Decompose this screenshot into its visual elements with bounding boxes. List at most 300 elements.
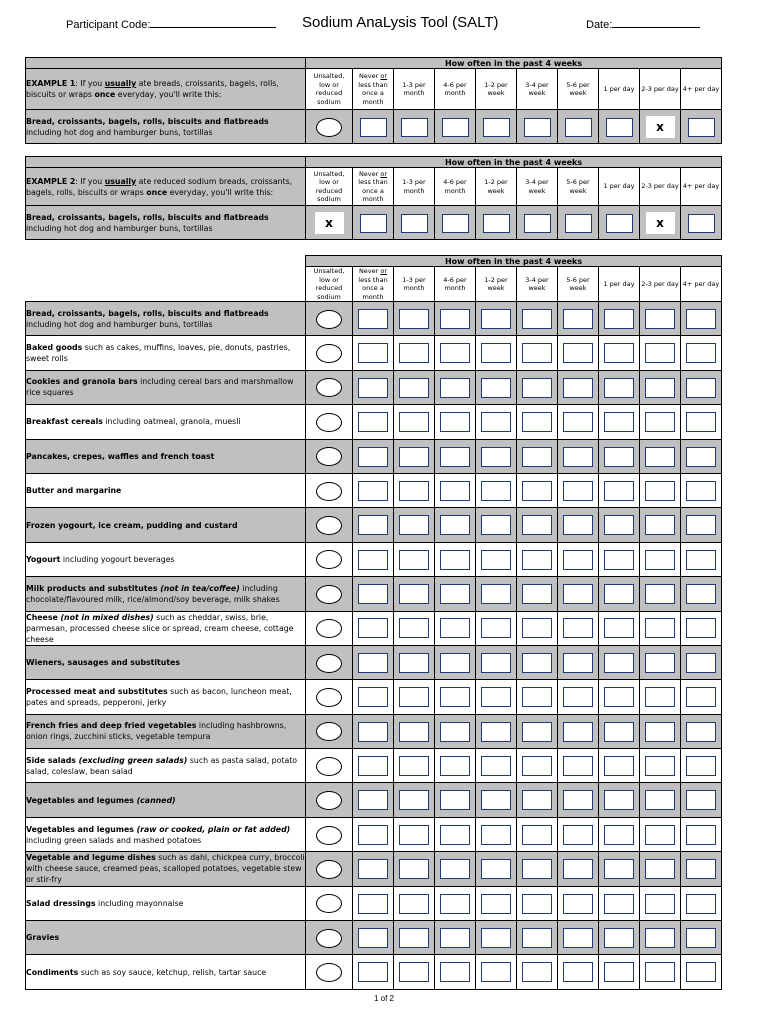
frequency-checkbox[interactable] (440, 687, 470, 707)
example-1-text-after: everyday, you'll write this: (115, 90, 222, 99)
frequency-checkbox[interactable] (522, 653, 552, 673)
frequency-checkbox[interactable] (686, 584, 716, 604)
food-row (26, 921, 722, 955)
unsalted-cell (306, 817, 353, 851)
frequency-checkbox[interactable] (604, 550, 634, 570)
frequency-checkbox[interactable] (522, 687, 552, 707)
frequency-checkbox[interactable] (563, 962, 593, 982)
frequency-cell (435, 921, 476, 955)
frequency-checkbox[interactable] (604, 515, 634, 535)
frequency-checkbox[interactable] (399, 756, 429, 776)
frequency-checkbox[interactable] (563, 756, 593, 776)
frequency-checkbox[interactable] (686, 481, 716, 501)
unsalted-oval[interactable] (316, 894, 342, 913)
frequency-checkbox[interactable] (358, 722, 388, 742)
frequency-checkbox[interactable] (481, 825, 511, 845)
frequency-checkbox[interactable] (481, 962, 511, 982)
frequency-checkbox[interactable] (604, 618, 634, 638)
frequency-checkbox[interactable] (358, 584, 388, 604)
frequency-checkbox[interactable] (686, 618, 716, 638)
frequency-checkbox[interactable] (440, 343, 470, 363)
frequency-checkbox[interactable] (481, 550, 511, 570)
frequency-checkbox[interactable] (686, 515, 716, 535)
frequency-checkbox[interactable] (358, 447, 388, 467)
frequency-cell (394, 405, 435, 439)
frequency-checkbox[interactable] (481, 309, 511, 329)
frequency-checkbox[interactable] (604, 481, 634, 501)
example-1-cell (558, 110, 599, 144)
frequency-checkbox[interactable] (686, 412, 716, 432)
frequency-cell (681, 886, 722, 920)
unsalted-oval[interactable] (316, 860, 342, 879)
frequency-cell (681, 783, 722, 817)
frequency-checkbox[interactable] (563, 653, 593, 673)
frequency-checkbox[interactable] (686, 790, 716, 810)
frequency-checkbox[interactable] (481, 481, 511, 501)
frequency-checkbox[interactable] (481, 378, 511, 398)
frequency-checkbox[interactable] (563, 412, 593, 432)
unsalted-oval[interactable] (316, 619, 342, 638)
frequency-checkbox[interactable] (604, 412, 634, 432)
frequency-checkbox[interactable] (440, 790, 470, 810)
frequency-cell (517, 473, 558, 507)
participant-code-line[interactable] (150, 17, 276, 28)
frequency-checkbox[interactable] (645, 756, 675, 776)
frequency-checkbox[interactable] (604, 894, 634, 914)
frequency-checkbox[interactable] (440, 894, 470, 914)
frequency-checkbox[interactable] (645, 618, 675, 638)
frequency-checkbox[interactable] (440, 756, 470, 776)
frequency-checkbox[interactable] (522, 550, 552, 570)
frequency-checkbox[interactable] (399, 653, 429, 673)
frequency-checkbox[interactable] (481, 412, 511, 432)
participant-code-label: Participant Code: (66, 19, 151, 31)
unsalted-oval[interactable] (316, 654, 342, 673)
frequency-checkbox[interactable] (645, 962, 675, 982)
frequency-checkbox[interactable] (481, 584, 511, 604)
frequency-cell (558, 955, 599, 989)
example-2-cell (558, 206, 599, 240)
food-row-qualifier-wrap (157, 584, 239, 593)
frequency-checkbox[interactable] (399, 687, 429, 707)
food-row-title: Side salads (26, 755, 76, 765)
frequency-cell (476, 336, 517, 370)
frequency-cell (476, 611, 517, 645)
frequency-checkbox[interactable] (604, 962, 634, 982)
frequency-checkbox[interactable] (440, 722, 470, 742)
frequency-checkbox[interactable] (522, 412, 552, 432)
frequency-checkbox[interactable] (358, 343, 388, 363)
frequency-checkbox[interactable] (358, 687, 388, 707)
food-row (26, 886, 722, 920)
frequency-checkbox[interactable] (440, 378, 470, 398)
frequency-checkbox[interactable] (563, 378, 593, 398)
example-mark: x (315, 212, 344, 234)
frequency-cell (476, 749, 517, 783)
frequency-checkbox[interactable] (645, 687, 675, 707)
col-header-unsalted-line: low or (319, 275, 339, 284)
unsalted-oval[interactable] (316, 310, 342, 329)
frequency-cell (394, 336, 435, 370)
col-header-never-or: or (380, 169, 388, 178)
unsalted-oval[interactable] (316, 791, 342, 810)
frequency-checkbox[interactable] (399, 618, 429, 638)
frequency-cell (517, 611, 558, 645)
frequency-checkbox[interactable] (522, 343, 552, 363)
frequency-checkbox[interactable] (522, 481, 552, 501)
frequency-checkbox[interactable] (481, 618, 511, 638)
col-header-unsalted-line: sodium (317, 97, 341, 106)
frequency-checkbox[interactable] (645, 859, 675, 879)
frequency-checkbox[interactable] (645, 481, 675, 501)
frequency-checkbox[interactable] (604, 722, 634, 742)
frequency-checkbox[interactable] (645, 722, 675, 742)
unsalted-oval[interactable] (316, 482, 342, 501)
frequency-checkbox[interactable] (563, 825, 593, 845)
frequency-checkbox[interactable] (440, 309, 470, 329)
unsalted-cell (306, 611, 353, 645)
frequency-checkbox[interactable] (440, 550, 470, 570)
unsalted-oval[interactable] (316, 688, 342, 707)
date-line[interactable] (612, 17, 700, 28)
frequency-cell (681, 542, 722, 576)
col-header-unsalted (306, 267, 353, 302)
unsalted-oval[interactable] (316, 826, 342, 845)
unsalted-oval[interactable] (316, 378, 342, 397)
frequency-checkbox[interactable] (645, 378, 675, 398)
food-row (26, 852, 722, 886)
frequency-checkbox[interactable] (399, 584, 429, 604)
col-header-unsalted-line: low or (319, 80, 339, 89)
frequency-cell (435, 405, 476, 439)
frequency-checkbox[interactable] (358, 825, 388, 845)
example-mark: x (646, 212, 675, 234)
food-row-qualifier: (raw or cooked, plain or fat added) (133, 824, 291, 834)
frequency-checkbox[interactable] (522, 515, 552, 535)
frequency-checkbox[interactable] (522, 722, 552, 742)
frequency-cell (476, 577, 517, 611)
food-row-label (26, 439, 306, 473)
frequency-checkbox[interactable] (604, 756, 634, 776)
frequency-checkbox[interactable] (481, 859, 511, 879)
frequency-checkbox[interactable] (604, 584, 634, 604)
frequency-checkbox[interactable] (481, 722, 511, 742)
frequency-cell (558, 473, 599, 507)
example-2-cell (599, 206, 640, 240)
frequency-checkbox[interactable] (563, 481, 593, 501)
frequency-cell (476, 542, 517, 576)
frequency-checkbox[interactable] (358, 309, 388, 329)
food-row-label (26, 921, 306, 955)
frequency-cell (640, 749, 681, 783)
frequency-checkbox[interactable] (522, 756, 552, 776)
frequency-checkbox[interactable] (481, 447, 511, 467)
example-2-once: once (146, 187, 168, 197)
frequency-checkbox[interactable] (358, 894, 388, 914)
frequency-checkbox[interactable] (399, 894, 429, 914)
frequency-checkbox[interactable] (358, 928, 388, 948)
frequency-checkbox[interactable] (604, 687, 634, 707)
frequency-checkbox[interactable] (399, 962, 429, 982)
frequency-checkbox[interactable] (645, 515, 675, 535)
frequency-checkbox[interactable] (563, 550, 593, 570)
frequency-checkbox[interactable] (481, 687, 511, 707)
frequency-checkbox[interactable] (522, 447, 552, 467)
frequency-cell (476, 714, 517, 748)
unsalted-oval[interactable] (316, 447, 342, 466)
frequency-checkbox[interactable] (399, 722, 429, 742)
frequency-checkbox[interactable] (399, 481, 429, 501)
frequency-checkbox[interactable] (686, 378, 716, 398)
food-row-title: Bread, croissants, bagels, rolls, biscuits and flatbreads (26, 308, 269, 318)
frequency-checkbox[interactable] (440, 859, 470, 879)
frequency-checkbox[interactable] (358, 653, 388, 673)
frequency-checkbox[interactable] (563, 928, 593, 948)
food-row-desc: such as pasta salad, potato salad, coleslaw, bean salad (26, 755, 298, 776)
frequency-checkbox[interactable] (563, 309, 593, 329)
example-checkbox (401, 118, 428, 137)
example-1-cell (681, 110, 722, 144)
frequency-checkbox[interactable] (440, 653, 470, 673)
food-row (26, 783, 722, 817)
frequency-checkbox[interactable] (358, 618, 388, 638)
frequency-checkbox[interactable] (358, 412, 388, 432)
frequency-checkbox[interactable] (645, 412, 675, 432)
frequency-checkbox[interactable] (358, 550, 388, 570)
frequency-checkbox[interactable] (358, 481, 388, 501)
frequency-cell (435, 508, 476, 542)
unsalted-oval[interactable] (316, 516, 342, 535)
food-row-title: Butter and margarine (26, 486, 122, 496)
frequency-checkbox[interactable] (563, 722, 593, 742)
frequency-cell (435, 645, 476, 679)
frequency-checkbox[interactable] (481, 790, 511, 810)
frequency-checkbox[interactable] (522, 790, 552, 810)
frequency-checkbox[interactable] (604, 343, 634, 363)
frequency-checkbox[interactable] (440, 928, 470, 948)
frequency-checkbox[interactable] (686, 309, 716, 329)
frequency-cell (640, 886, 681, 920)
frequency-checkbox[interactable] (686, 962, 716, 982)
frequency-checkbox[interactable] (563, 790, 593, 810)
frequency-cell (558, 645, 599, 679)
food-row-qualifier: (canned) (133, 795, 176, 805)
frequency-cell (394, 645, 435, 679)
frequency-checkbox[interactable] (563, 687, 593, 707)
unsalted-oval[interactable] (316, 550, 342, 569)
food-row (26, 680, 722, 714)
frequency-checkbox[interactable] (563, 515, 593, 535)
frequency-cell (353, 645, 394, 679)
frequency-cell (476, 508, 517, 542)
frequency-checkbox[interactable] (522, 309, 552, 329)
frequency-checkbox[interactable] (481, 928, 511, 948)
frequency-checkbox[interactable] (399, 378, 429, 398)
food-row-label (26, 302, 306, 336)
frequency-checkbox[interactable] (440, 618, 470, 638)
frequency-cell (435, 577, 476, 611)
frequency-checkbox[interactable] (522, 928, 552, 948)
frequency-checkbox[interactable] (399, 790, 429, 810)
frequency-checkbox[interactable] (604, 790, 634, 810)
frequency-checkbox[interactable] (604, 928, 634, 948)
frequency-checkbox[interactable] (686, 825, 716, 845)
frequency-checkbox[interactable] (686, 928, 716, 948)
frequency-checkbox[interactable] (686, 756, 716, 776)
frequency-checkbox[interactable] (686, 653, 716, 673)
frequency-checkbox[interactable] (645, 790, 675, 810)
food-row (26, 302, 722, 336)
frequency-checkbox[interactable] (686, 447, 716, 467)
frequency-checkbox[interactable] (440, 962, 470, 982)
frequency-checkbox[interactable] (645, 550, 675, 570)
frequency-checkbox[interactable] (645, 653, 675, 673)
frequency-checkbox[interactable] (604, 825, 634, 845)
frequency-cell (681, 473, 722, 507)
frequency-checkbox[interactable] (604, 378, 634, 398)
frequency-checkbox[interactable] (440, 447, 470, 467)
frequency-checkbox[interactable] (522, 825, 552, 845)
frequency-checkbox[interactable] (399, 309, 429, 329)
frequency-checkbox[interactable] (399, 928, 429, 948)
frequency-checkbox[interactable] (399, 447, 429, 467)
unsalted-oval[interactable] (316, 963, 342, 982)
frequency-cell (517, 783, 558, 817)
col-header-freq: 4+ per day (681, 267, 722, 302)
frequency-checkbox[interactable] (399, 515, 429, 535)
unsalted-oval[interactable] (316, 929, 342, 948)
frequency-cell (476, 817, 517, 851)
example-checkbox (483, 214, 510, 233)
frequency-checkbox[interactable] (604, 653, 634, 673)
frequency-checkbox[interactable] (563, 343, 593, 363)
frequency-cell (599, 577, 640, 611)
frequency-cell (394, 302, 435, 336)
frequency-checkbox[interactable] (358, 756, 388, 776)
frequency-checkbox[interactable] (358, 859, 388, 879)
frequency-checkbox[interactable] (399, 412, 429, 432)
unsalted-cell (306, 336, 353, 370)
frequency-checkbox[interactable] (358, 962, 388, 982)
frequency-checkbox[interactable] (440, 412, 470, 432)
frequency-checkbox[interactable] (481, 343, 511, 363)
frequency-cell (558, 439, 599, 473)
frequency-cell (435, 852, 476, 886)
col-header-freq: 2-3 per day (640, 267, 681, 302)
frequency-checkbox[interactable] (645, 309, 675, 329)
frequency-cell (476, 302, 517, 336)
frequency-checkbox[interactable] (604, 447, 634, 467)
frequency-checkbox[interactable] (522, 894, 552, 914)
frequency-checkbox[interactable] (358, 790, 388, 810)
frequency-checkbox[interactable] (686, 722, 716, 742)
food-row-desc: including yogourt beverages (60, 554, 175, 564)
example-1-row-title: Bread, croissants, bagels, rolls, biscuits and flatbreads (26, 116, 269, 126)
frequency-checkbox[interactable] (522, 584, 552, 604)
unsalted-oval[interactable] (316, 585, 342, 604)
frequency-checkbox[interactable] (399, 825, 429, 845)
frequency-checkbox[interactable] (686, 550, 716, 570)
frequency-checkbox[interactable] (563, 859, 593, 879)
unsalted-oval[interactable] (316, 722, 342, 741)
frequency-checkbox[interactable] (604, 309, 634, 329)
frequency-checkbox[interactable] (399, 859, 429, 879)
participant-code-field[interactable] (66, 17, 276, 31)
frequency-checkbox[interactable] (645, 894, 675, 914)
frequency-checkbox[interactable] (645, 343, 675, 363)
frequency-checkbox[interactable] (481, 653, 511, 673)
frequency-checkbox[interactable] (563, 447, 593, 467)
frequency-checkbox[interactable] (399, 550, 429, 570)
frequency-checkbox[interactable] (522, 859, 552, 879)
food-row-desc: including hashbrowns, onion rings, zucchini sticks, vegetable tempura (26, 721, 287, 742)
food-row-label (26, 680, 306, 714)
example-2-label: EXAMPLE 2 (26, 176, 76, 186)
frequency-checkbox[interactable] (645, 584, 675, 604)
frequency-checkbox[interactable] (645, 447, 675, 467)
frequency-cell (558, 508, 599, 542)
frequency-cell (681, 921, 722, 955)
date-field[interactable] (586, 17, 700, 31)
frequency-cell (640, 473, 681, 507)
frequency-checkbox[interactable] (686, 687, 716, 707)
frequency-cell (640, 955, 681, 989)
frequency-checkbox[interactable] (522, 378, 552, 398)
frequency-checkbox[interactable] (563, 618, 593, 638)
frequency-checkbox[interactable] (604, 859, 634, 879)
frequency-cell (517, 336, 558, 370)
frequency-cell (517, 370, 558, 404)
frequency-checkbox[interactable] (481, 894, 511, 914)
frequency-checkbox[interactable] (563, 894, 593, 914)
frequency-checkbox[interactable] (399, 343, 429, 363)
frequency-checkbox[interactable] (440, 825, 470, 845)
frequency-checkbox[interactable] (440, 515, 470, 535)
frequency-checkbox[interactable] (686, 343, 716, 363)
col-header-freq: 3-4 per week (517, 168, 558, 206)
frequency-cell (476, 370, 517, 404)
frequency-checkbox[interactable] (481, 756, 511, 776)
unsalted-oval[interactable] (316, 757, 342, 776)
frequency-checkbox[interactable] (645, 928, 675, 948)
unsalted-oval[interactable] (316, 344, 342, 363)
frequency-checkbox[interactable] (522, 618, 552, 638)
frequency-cell (558, 680, 599, 714)
example-checkbox (688, 118, 715, 137)
col-header-unsalted-line: Unsalted, (313, 72, 345, 80)
frequency-checkbox[interactable] (645, 825, 675, 845)
frequency-checkbox[interactable] (358, 378, 388, 398)
frequency-checkbox[interactable] (686, 859, 716, 879)
main-banner: How often in the past 4 weeks (306, 256, 722, 267)
frequency-cell (394, 886, 435, 920)
food-row-label (26, 955, 306, 989)
frequency-checkbox[interactable] (522, 962, 552, 982)
frequency-checkbox[interactable] (358, 515, 388, 535)
frequency-cell (640, 370, 681, 404)
food-row-qualifier-wrap (76, 756, 187, 765)
unsalted-oval[interactable] (316, 413, 342, 432)
frequency-cell (640, 405, 681, 439)
frequency-checkbox[interactable] (481, 515, 511, 535)
frequency-cell (353, 577, 394, 611)
frequency-checkbox[interactable] (440, 481, 470, 501)
frequency-checkbox[interactable] (563, 584, 593, 604)
frequency-checkbox[interactable] (440, 584, 470, 604)
example-2-row (26, 206, 722, 240)
frequency-checkbox[interactable] (686, 894, 716, 914)
example-2-cell (394, 206, 435, 240)
